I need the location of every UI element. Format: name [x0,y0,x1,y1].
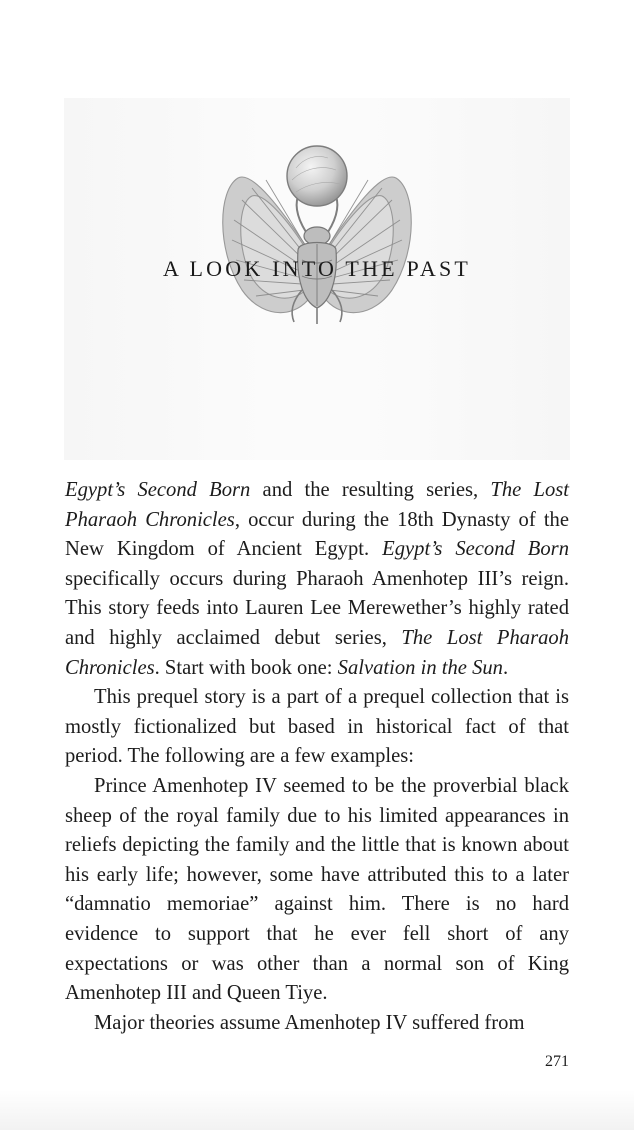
chapter-body-text [65,476,569,1038]
text-run: Prince Amenhotep IV seemed to be the proverbial black sheep of the royal family due to his limited appearances in reliefs depicting the family and the little that is known about his early life; however, some have attributed this to a later “damnatio memoriae” against him. There is no hard evidence to support that he ever fell short of any expectations or was other than a normal son of King Amenhotep III and Queen Tiye. [65,774,569,1005]
italic-title-text: Egypt’s Second Born [382,538,569,561]
text-run: , occur during the 18th Dynasty of the New Kingdom of Ancient Egypt. [65,508,569,561]
paragraph-prequel-collection [65,683,569,772]
text-run: This prequel story is a part of a prequel collection that is mostly fictionalized but based in historical fact of that period. The following are a few examples: [65,686,569,768]
text-run: . [502,656,509,679]
text-run: Major theories assume Amenhotep IV suffered from [94,1011,525,1034]
paragraph-major-theories [65,1009,569,1039]
italic-title-text: The Lost Pharaoh Chronicles [65,479,569,531]
paragraph-amenhotep-iv [65,772,569,1009]
page-number: 271 [545,1053,569,1070]
paragraph-intro [65,476,569,683]
page-bottom-edge [0,1090,634,1130]
text-run: specifically occurs during Pharaoh Amenhotep III’s reign. This story feeds into Lauren Lee Merewether’s highly rated and highly acclaimed debut series, [65,567,569,649]
italic-title-text: The Lost Pharaoh Chronicles [65,626,569,679]
text-run: and the resulting series, [250,479,491,501]
italic-title-text: Salvation in the Sun [337,656,503,679]
chapter-title: A LOOK INTO THE PAST [162,256,472,281]
winged-scarab-with-sun-disk-icon [212,140,422,330]
italic-title-text: Egypt’s Second Born [65,479,251,501]
text-run: . Start with book one: [154,656,338,679]
